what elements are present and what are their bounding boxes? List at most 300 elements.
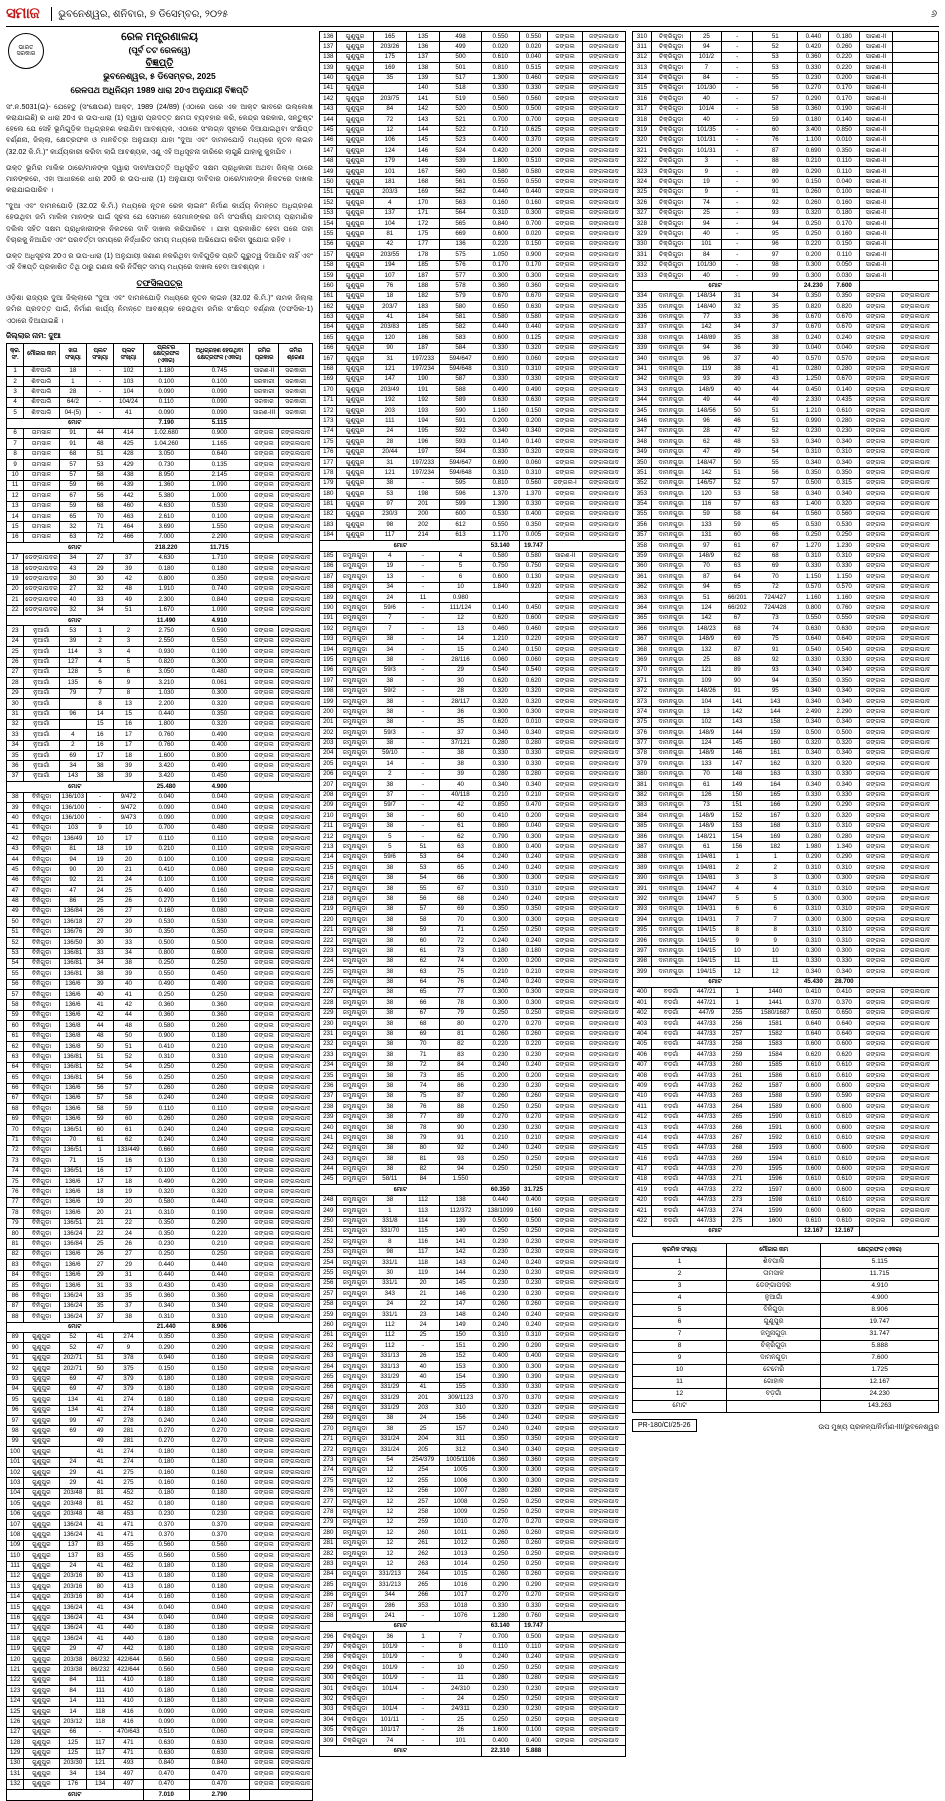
- table-cell: 138: [406, 63, 439, 73]
- table-cell: ଦାମନଗୁଡ଼ା: [651, 312, 691, 322]
- table-cell: -: [406, 1663, 439, 1673]
- table-cell: ଜଙ୍ଗଲପାଦ: [582, 187, 625, 197]
- table-cell: ଗୁଣୁପୁର: [24, 1603, 60, 1613]
- table-cell: 412: [633, 1112, 652, 1122]
- table-cell: 113: [406, 1206, 439, 1216]
- table-cell: 0.980: [440, 593, 482, 603]
- table-cell: 32: [59, 522, 86, 532]
- table-cell: 82: [406, 1164, 439, 1174]
- table-cell: 101: [7, 1457, 24, 1467]
- table-cell: 88: [722, 655, 753, 665]
- table-cell: 33: [86, 1291, 113, 1301]
- table-cell: 0.990: [798, 416, 829, 426]
- table-cell: ଜଙ୍ଗଲ: [548, 1715, 583, 1725]
- table-cell: 59: [86, 1114, 113, 1124]
- table-cell: ଜଙ୍ଗଲ: [548, 811, 583, 821]
- table-cell: ବିନିଗୁଡ଼ା: [24, 1052, 60, 1062]
- table-row: [7, 1727, 313, 1737]
- table-cell: ଦାମନଗୁଡ଼ା: [651, 447, 691, 457]
- table-cell: ସାରଣ-II: [860, 219, 893, 229]
- table-cell: -: [406, 697, 439, 707]
- table-cell: 303: [320, 1704, 337, 1714]
- table-cell: 1011: [440, 1528, 482, 1538]
- table-row: [320, 1102, 626, 1112]
- table-cell: 0.250: [189, 958, 249, 968]
- table-cell: 171: [320, 395, 337, 405]
- table-cell: 0.300: [481, 707, 519, 717]
- table-cell: ଦାମନଗୁଡ଼ା: [651, 946, 691, 956]
- table-cell: 0.230: [519, 1050, 548, 1060]
- table-cell: ଗୁଣୁପୁର: [337, 385, 373, 395]
- table-cell: 362: [633, 582, 652, 592]
- table-cell: ଜଙ୍ଗଲ: [249, 584, 278, 594]
- table-cell: 22: [7, 605, 24, 615]
- table-row: [633, 935, 939, 945]
- group-total-plot-area: 218.220: [143, 543, 189, 553]
- table-cell: 136: [440, 239, 482, 249]
- table-cell: 118: [406, 1258, 439, 1268]
- table-cell: 613: [440, 530, 482, 540]
- table-cell: 8.950: [143, 470, 189, 480]
- table-cell: ଜଙ୍ଗଲ: [860, 821, 893, 831]
- table-cell: 1593: [753, 1143, 798, 1153]
- table-row: [320, 1413, 626, 1423]
- table-cell: 440: [114, 1623, 143, 1633]
- table-cell: 519: [440, 94, 482, 104]
- table-cell: 0.200: [519, 1071, 548, 1081]
- table-cell: 59: [753, 115, 798, 125]
- summary-cell: 5.888: [821, 1340, 939, 1352]
- table-row: [7, 1229, 313, 1239]
- table-cell: 0.180: [519, 946, 548, 956]
- table-cell: 1: [373, 1206, 406, 1216]
- table-cell: 137: [59, 1551, 86, 1561]
- table-cell: 0.760: [829, 603, 860, 613]
- table-cell: ସାରଣ-III: [249, 408, 278, 418]
- table-cell: 0.330: [481, 447, 519, 457]
- table-cell: ଜଙ୍ଗଲପାଦ: [582, 1569, 625, 1579]
- table-cell: 102: [114, 366, 143, 376]
- table-cell: 141: [406, 94, 439, 104]
- table-cell: 142: [440, 1247, 482, 1257]
- table-cell: 69: [753, 561, 798, 571]
- table-cell: 256: [406, 1486, 439, 1496]
- table-cell: 0.550: [519, 177, 548, 187]
- table-row: [7, 1644, 313, 1654]
- table-row: [320, 416, 626, 426]
- table-cell: ଜଙ୍ଗଲପାଦ: [892, 665, 938, 675]
- table-cell: ଗୁଣୁପୁର: [24, 1416, 60, 1426]
- table-cell: ଜଙ୍ଗଲପାଦ: [279, 1249, 313, 1259]
- table-cell: 38: [373, 956, 406, 966]
- table-cell: 136/81: [59, 1052, 86, 1062]
- table-cell: 0.250: [519, 1663, 548, 1673]
- table-cell: ଜଙ୍ଗଲ: [249, 626, 278, 636]
- table-cell: 2.550: [143, 636, 189, 646]
- table-cell: ଜଙ୍ଗଲ: [548, 509, 583, 519]
- table-cell: 274: [114, 1395, 143, 1405]
- table-cell: 0.350: [189, 1332, 249, 1342]
- table-cell: 0.270: [143, 896, 189, 906]
- table-cell: 251: [320, 1226, 337, 1236]
- group-total-blank: [548, 1746, 626, 1756]
- table-cell: ଜଙ୍ଗଲପାଦ: [582, 842, 625, 852]
- table-cell: 0.350: [519, 1434, 548, 1444]
- group-total-acq-area: 19.747: [519, 541, 548, 551]
- table-cell: 0.100: [519, 1725, 548, 1735]
- table-cell: 0.300: [519, 707, 548, 717]
- table-cell: ଜଙ୍ଗଲପାଦ: [582, 1164, 625, 1174]
- table-cell: ଜଙ୍ଗଲପାଦ: [279, 823, 313, 833]
- table-cell: 0.180: [189, 1582, 249, 1592]
- table-cell: 81: [59, 844, 86, 854]
- table-cell: 101/9: [373, 1673, 406, 1683]
- table-cell: 277: [320, 1497, 337, 1507]
- table-cell: 0.210: [519, 1133, 548, 1143]
- table-cell: 78: [7, 1208, 24, 1218]
- table-cell: 257: [406, 1497, 439, 1507]
- table-cell: 0.180: [189, 1031, 249, 1041]
- table-cell: ସାରଣ-II: [860, 104, 893, 114]
- table-cell: 0.560: [143, 1551, 189, 1561]
- table-cell: ଜଙ୍ଗଲପାଦ: [582, 1559, 625, 1569]
- table-cell: 0.090: [189, 1717, 249, 1727]
- table-cell: 0.180: [189, 1644, 249, 1654]
- table-cell: [892, 167, 938, 177]
- table-cell: 152: [722, 811, 753, 821]
- table-cell: 442: [114, 1644, 143, 1654]
- table-row: [320, 1174, 626, 1184]
- table-cell: ଜଙ୍ଗଲ: [860, 509, 893, 519]
- table-cell: 0.300: [829, 894, 860, 904]
- table-cell: 0.310: [829, 925, 860, 935]
- table-row: [633, 728, 939, 738]
- table-cell: 378: [114, 1353, 143, 1363]
- table-cell: 18: [114, 1177, 143, 1187]
- table-cell: 265: [320, 1372, 337, 1382]
- table-cell: 1009: [440, 1507, 482, 1517]
- table-cell: 72: [373, 115, 406, 125]
- table-row: [7, 906, 313, 916]
- table-cell: ଜଙ୍ଗଲପାଦ: [892, 873, 938, 883]
- table-cell: 44: [722, 395, 753, 405]
- table-cell: 162: [753, 759, 798, 769]
- table-cell: 136/24: [59, 1623, 86, 1633]
- table-cell: ଗୁଣୁପୁର: [337, 146, 373, 156]
- table-cell: 0.290: [519, 1341, 548, 1351]
- table-cell: ଗୁଣୁପୁର: [337, 509, 373, 519]
- table-cell: ଜଙ୍ଗଲପାଦ: [892, 1195, 938, 1205]
- table-cell: ଗୁଣୁପୁର: [337, 343, 373, 353]
- table-row: [7, 1707, 313, 1717]
- table-cell: [892, 63, 938, 73]
- table-cell: 587: [440, 374, 482, 384]
- table-cell: 76: [753, 135, 798, 145]
- table-cell: 0.250: [519, 925, 548, 935]
- table-cell: 86: [7, 1291, 24, 1301]
- table-cell: 196: [320, 665, 337, 675]
- table-cell: 0.560: [798, 509, 829, 519]
- table-cell: 0.580: [519, 551, 548, 561]
- table-cell: 184: [320, 530, 337, 540]
- table-cell: 0.270: [519, 1590, 548, 1600]
- table-cell: 38: [373, 717, 406, 727]
- table-cell: ବିନିଗୁଡ଼ା: [24, 990, 60, 1000]
- table-cell: 422: [633, 1216, 652, 1226]
- table-cell: 199: [320, 697, 337, 707]
- table-cell: ଜଙ୍ଗଲପାଦ: [582, 1642, 625, 1652]
- table-cell: 63: [753, 499, 798, 509]
- table-cell: ଜଙ୍ଗଲ: [860, 1195, 893, 1205]
- table-cell: 0.580: [143, 1021, 189, 1031]
- table-cell: 86: [440, 1081, 482, 1091]
- table-cell: 313: [633, 63, 652, 73]
- summary-cell: ଜମୁନାଗୁଡ଼ା: [727, 1328, 821, 1340]
- table-row: [633, 198, 939, 208]
- table-cell: ଜମୁନାଗୁଡ଼ା: [337, 1590, 373, 1600]
- table-cell: 4: [753, 884, 798, 894]
- table-cell: 2.300: [143, 595, 189, 605]
- table-cell: 124: [373, 146, 406, 156]
- table-cell: 112: [373, 1320, 406, 1330]
- table-cell: -: [406, 1694, 439, 1704]
- table-cell: ଜଙ୍ଗଲପାଦ: [582, 1195, 625, 1205]
- table-row: [633, 894, 939, 904]
- table-cell: 42: [440, 800, 482, 810]
- table-cell: ଗୁଣୁପୁର: [24, 1364, 60, 1374]
- table-cell: 0.180: [143, 1384, 189, 1394]
- table-cell: 142: [691, 613, 722, 623]
- table-row: [7, 1239, 313, 1249]
- table-cell: ଜଙ୍ଗଲପାଦ: [892, 790, 938, 800]
- table-cell: 72: [440, 935, 482, 945]
- summary-header-row: [633, 1244, 939, 1256]
- table-cell: ବଡ଼ଗାଁ: [651, 1123, 691, 1133]
- table-row: [7, 1655, 313, 1665]
- table-cell: 0.060: [519, 458, 548, 468]
- table-cell: 0.690: [481, 354, 519, 364]
- table-cell: 53: [722, 489, 753, 499]
- table-cell: ଜଙ୍ଗଲ: [249, 761, 278, 771]
- table-cell: ସରକାରୀ: [249, 377, 278, 387]
- table-row: [320, 1736, 626, 1746]
- table-cell: 38: [373, 1008, 406, 1018]
- table-cell: 0.290: [519, 1580, 548, 1590]
- table-row: [7, 958, 313, 968]
- table-row: [320, 759, 626, 769]
- table-cell: 0.250: [519, 1715, 548, 1725]
- table-row: [633, 738, 939, 748]
- table-cell: 143: [440, 1258, 482, 1268]
- table-cell: 41: [86, 1603, 113, 1613]
- table-cell: ଚିକ୍ରିଗୁଡ଼ା: [651, 270, 691, 280]
- table-cell: 248: [320, 1195, 337, 1205]
- table-cell: 30: [86, 574, 113, 584]
- table-cell: ଗୁଣୁପୁର: [24, 1540, 60, 1550]
- table-cell: ଜଙ୍ଗଲପାଦ: [892, 998, 938, 1008]
- table-cell: -: [406, 738, 439, 748]
- table-cell: 169: [406, 187, 439, 197]
- table-cell: -: [406, 634, 439, 644]
- table-cell: ଜମୁନାଗୁଡ଼ା: [337, 676, 373, 686]
- table-cell: 5: [373, 832, 406, 842]
- table-cell: ଜଙ୍ଗଲ: [548, 946, 583, 956]
- table-cell: 0.160: [143, 1478, 189, 1488]
- table-row: [320, 156, 626, 166]
- table-cell: 38: [373, 676, 406, 686]
- table-cell: ବିନିଗୁଡ଼ା: [24, 1000, 60, 1010]
- table-cell: 408: [633, 1071, 652, 1081]
- table-cell: 205: [320, 759, 337, 769]
- summary-cell: 11: [633, 1376, 727, 1388]
- table-cell: 227: [320, 987, 337, 997]
- table-cell: ଗୁଣୁପୁର: [24, 1530, 60, 1540]
- table-cell: 65: [406, 987, 439, 997]
- table-cell: 169: [753, 832, 798, 842]
- table-row: [7, 896, 313, 906]
- table-cell: 194/81: [691, 852, 722, 862]
- table-cell: 66/202: [722, 603, 753, 613]
- table-cell: 106: [373, 135, 406, 145]
- table-cell: ଗୁଣୁପୁର: [337, 468, 373, 478]
- table-row: [320, 177, 626, 187]
- table-row: [7, 844, 313, 854]
- table-cell: 342: [633, 374, 652, 384]
- table-cell: 133: [691, 520, 722, 530]
- table-cell: 0.270: [798, 83, 829, 93]
- table-cell: 76: [373, 281, 406, 291]
- group-total-plot-area: 63.140: [481, 1621, 519, 1631]
- table-cell: 148/9: [691, 728, 722, 738]
- table-cell: 84: [373, 104, 406, 114]
- table-cell: ଗୁଣୁପୁର: [24, 1447, 60, 1457]
- table-cell: 0.350: [829, 468, 860, 478]
- group-total-label: ମୋଟ: [7, 782, 144, 792]
- table-cell: 141: [440, 1237, 482, 1247]
- table-cell: ଜଙ୍ଗଲ: [548, 759, 583, 769]
- table-cell: 358: [633, 541, 652, 551]
- table-cell: ଜଙ୍ଗଲପାଦ: [279, 491, 313, 501]
- table-cell: -: [722, 83, 753, 93]
- summary-cell: ତାମସାଳ: [727, 1268, 821, 1280]
- table-cell: ନୁଆଗାଁ: [24, 740, 60, 750]
- table-cell: 101/2: [691, 52, 722, 62]
- table-cell: ଜଙ୍ଗଲ: [548, 364, 583, 374]
- table-cell: 298: [320, 1652, 337, 1662]
- table-cell: ଜଙ୍ଗଲ: [249, 917, 278, 927]
- table-cell: 394: [633, 915, 652, 925]
- table-cell: 274: [320, 1465, 337, 1475]
- table-cell: 1589: [753, 1102, 798, 1112]
- table-cell: -: [406, 800, 439, 810]
- table-cell: 0.400: [481, 135, 519, 145]
- table-row: [7, 969, 313, 979]
- table-cell: ଜଙ୍ଗଲପାଦ: [279, 1021, 313, 1031]
- table-cell: 0.500: [519, 1216, 548, 1226]
- table-cell: 57: [59, 460, 86, 470]
- table-cell: 1: [59, 377, 86, 387]
- table-cell: 0.300: [189, 657, 249, 667]
- table-cell: 26: [86, 906, 113, 916]
- table-cell: 0.180: [143, 1405, 189, 1415]
- table-cell: 0.160: [143, 1468, 189, 1478]
- table-cell: ଜଙ୍ଗଲ: [860, 302, 893, 312]
- table-cell: 145: [722, 738, 753, 748]
- table-cell: ଜମୁନାଗୁଡ଼ା: [337, 1341, 373, 1351]
- table-cell: ଦାମନଗୁଡ଼ା: [651, 333, 691, 343]
- table-cell: ଜଙ୍ଗଲପାଦ: [582, 1133, 625, 1143]
- table-cell: 0.630: [798, 624, 829, 634]
- table-cell: 219: [320, 904, 337, 914]
- table-cell: 0.610: [798, 1060, 829, 1070]
- table-cell: 93: [753, 208, 798, 218]
- table-row: [633, 437, 939, 447]
- table-cell: ଜଙ୍ଗଲପାଦ: [892, 624, 938, 634]
- table-cell: 77: [7, 1197, 24, 1207]
- table-cell: 0.100: [143, 854, 189, 864]
- table-cell: ଜମୁନାଗୁଡ଼ା: [337, 800, 373, 810]
- table-cell: 44: [7, 854, 24, 864]
- table-cell: ଜଙ୍ଗଲପାଦ: [582, 1600, 625, 1610]
- table-cell: 150: [320, 177, 337, 187]
- table-cell: ଜଙ୍ଗଲପାଦ: [582, 894, 625, 904]
- table-cell: ଜଙ୍ଗଲ: [548, 582, 583, 592]
- table-cell: 0.330: [829, 956, 860, 966]
- table-cell: ଜଙ୍ଗଲ: [548, 520, 583, 530]
- table-cell: 2.610: [143, 512, 189, 522]
- table-cell: ଜଙ୍ଗଲପାଦ: [582, 707, 625, 717]
- table-cell: 71: [86, 522, 113, 532]
- table-cell: 206: [320, 769, 337, 779]
- table-cell: 1581: [753, 1019, 798, 1029]
- table-cell: ଜଙ୍ଗଲ: [548, 1310, 583, 1320]
- table-cell: 455: [114, 1551, 143, 1561]
- table-cell: 0.160: [519, 1206, 548, 1216]
- table-cell: 120: [691, 489, 722, 499]
- table-cell: ଜମୁନାଗୁଡ଼ା: [337, 697, 373, 707]
- table-cell: ଜମୁନାଗୁଡ଼ା: [337, 1050, 373, 1060]
- table-cell: ଜଙ୍ଗଲ: [548, 707, 583, 717]
- table-cell: 204: [320, 748, 337, 758]
- group-total-acq-area: 7.600: [829, 281, 860, 291]
- table-cell: ଜଙ୍ଗଲପାଦ: [892, 915, 938, 925]
- table-cell: 34: [114, 948, 143, 958]
- table-cell: 0.340: [519, 1445, 548, 1455]
- table-cell: ଜମୁନାଗୁଡ଼ା: [337, 717, 373, 727]
- table-cell: ଜଙ୍ଗଲପାଦ: [582, 863, 625, 873]
- table-cell: [892, 83, 938, 93]
- table-cell: 202/71: [59, 1353, 86, 1363]
- table-cell: 47: [722, 426, 753, 436]
- table-cell: ଜଙ୍ଗଲପାଦ: [279, 1156, 313, 1166]
- table-cell: ଜଙ୍ଗଲ: [860, 416, 893, 426]
- group-total-plot-area: 24.230: [798, 281, 829, 291]
- table-cell: ଜଙ୍ଗଲ: [249, 1166, 278, 1176]
- notice-paragraph-4: ଉକ୍ତ ଅଧିସୂଚନା 20ଏ ର ଉପ-ଧାରା (1) ଅନୁଯାୟୀ ଜଣାଣ ନକରିଥିବା ଦାବିଗୁଡ଼ିକ ପ୍ରତି ଗୁରୁତ୍ୱ ଦିଆଯିବ ନାହିଁ ଏବଂ ଏହି ବିଜ୍ଞପ୍ତି ପ୍ରକାଶିତ ତିଥି ଠାରୁ ଗଣନା କରି ନିର୍ଦ୍ଦିଷ୍ଟ ସମୟ ମଧ୍ୟରେ ଦାଖଲ ହେବା ଆବଶ୍ୟକ ।: [6, 250, 313, 272]
- table-cell: 52: [722, 478, 753, 488]
- table-cell: 218: [320, 894, 337, 904]
- table-cell: ଜଙ୍ଗଲ: [548, 1091, 583, 1101]
- table-cell: 162: [320, 302, 337, 312]
- table-cell: 0.240: [481, 1143, 519, 1153]
- table-row: [320, 530, 626, 540]
- table-cell: 0.310: [798, 884, 829, 894]
- table-cell: ଜଙ୍ଗଲପାଦ: [582, 489, 625, 499]
- table-cell: ଜଙ୍ଗଲ: [249, 605, 278, 615]
- table-cell: ବିନିଗୁଡ଼ା: [24, 938, 60, 948]
- table-cell: ସାରଣ-II: [860, 63, 893, 73]
- table-cell: ଜଙ୍ଗଲ: [860, 1039, 893, 1049]
